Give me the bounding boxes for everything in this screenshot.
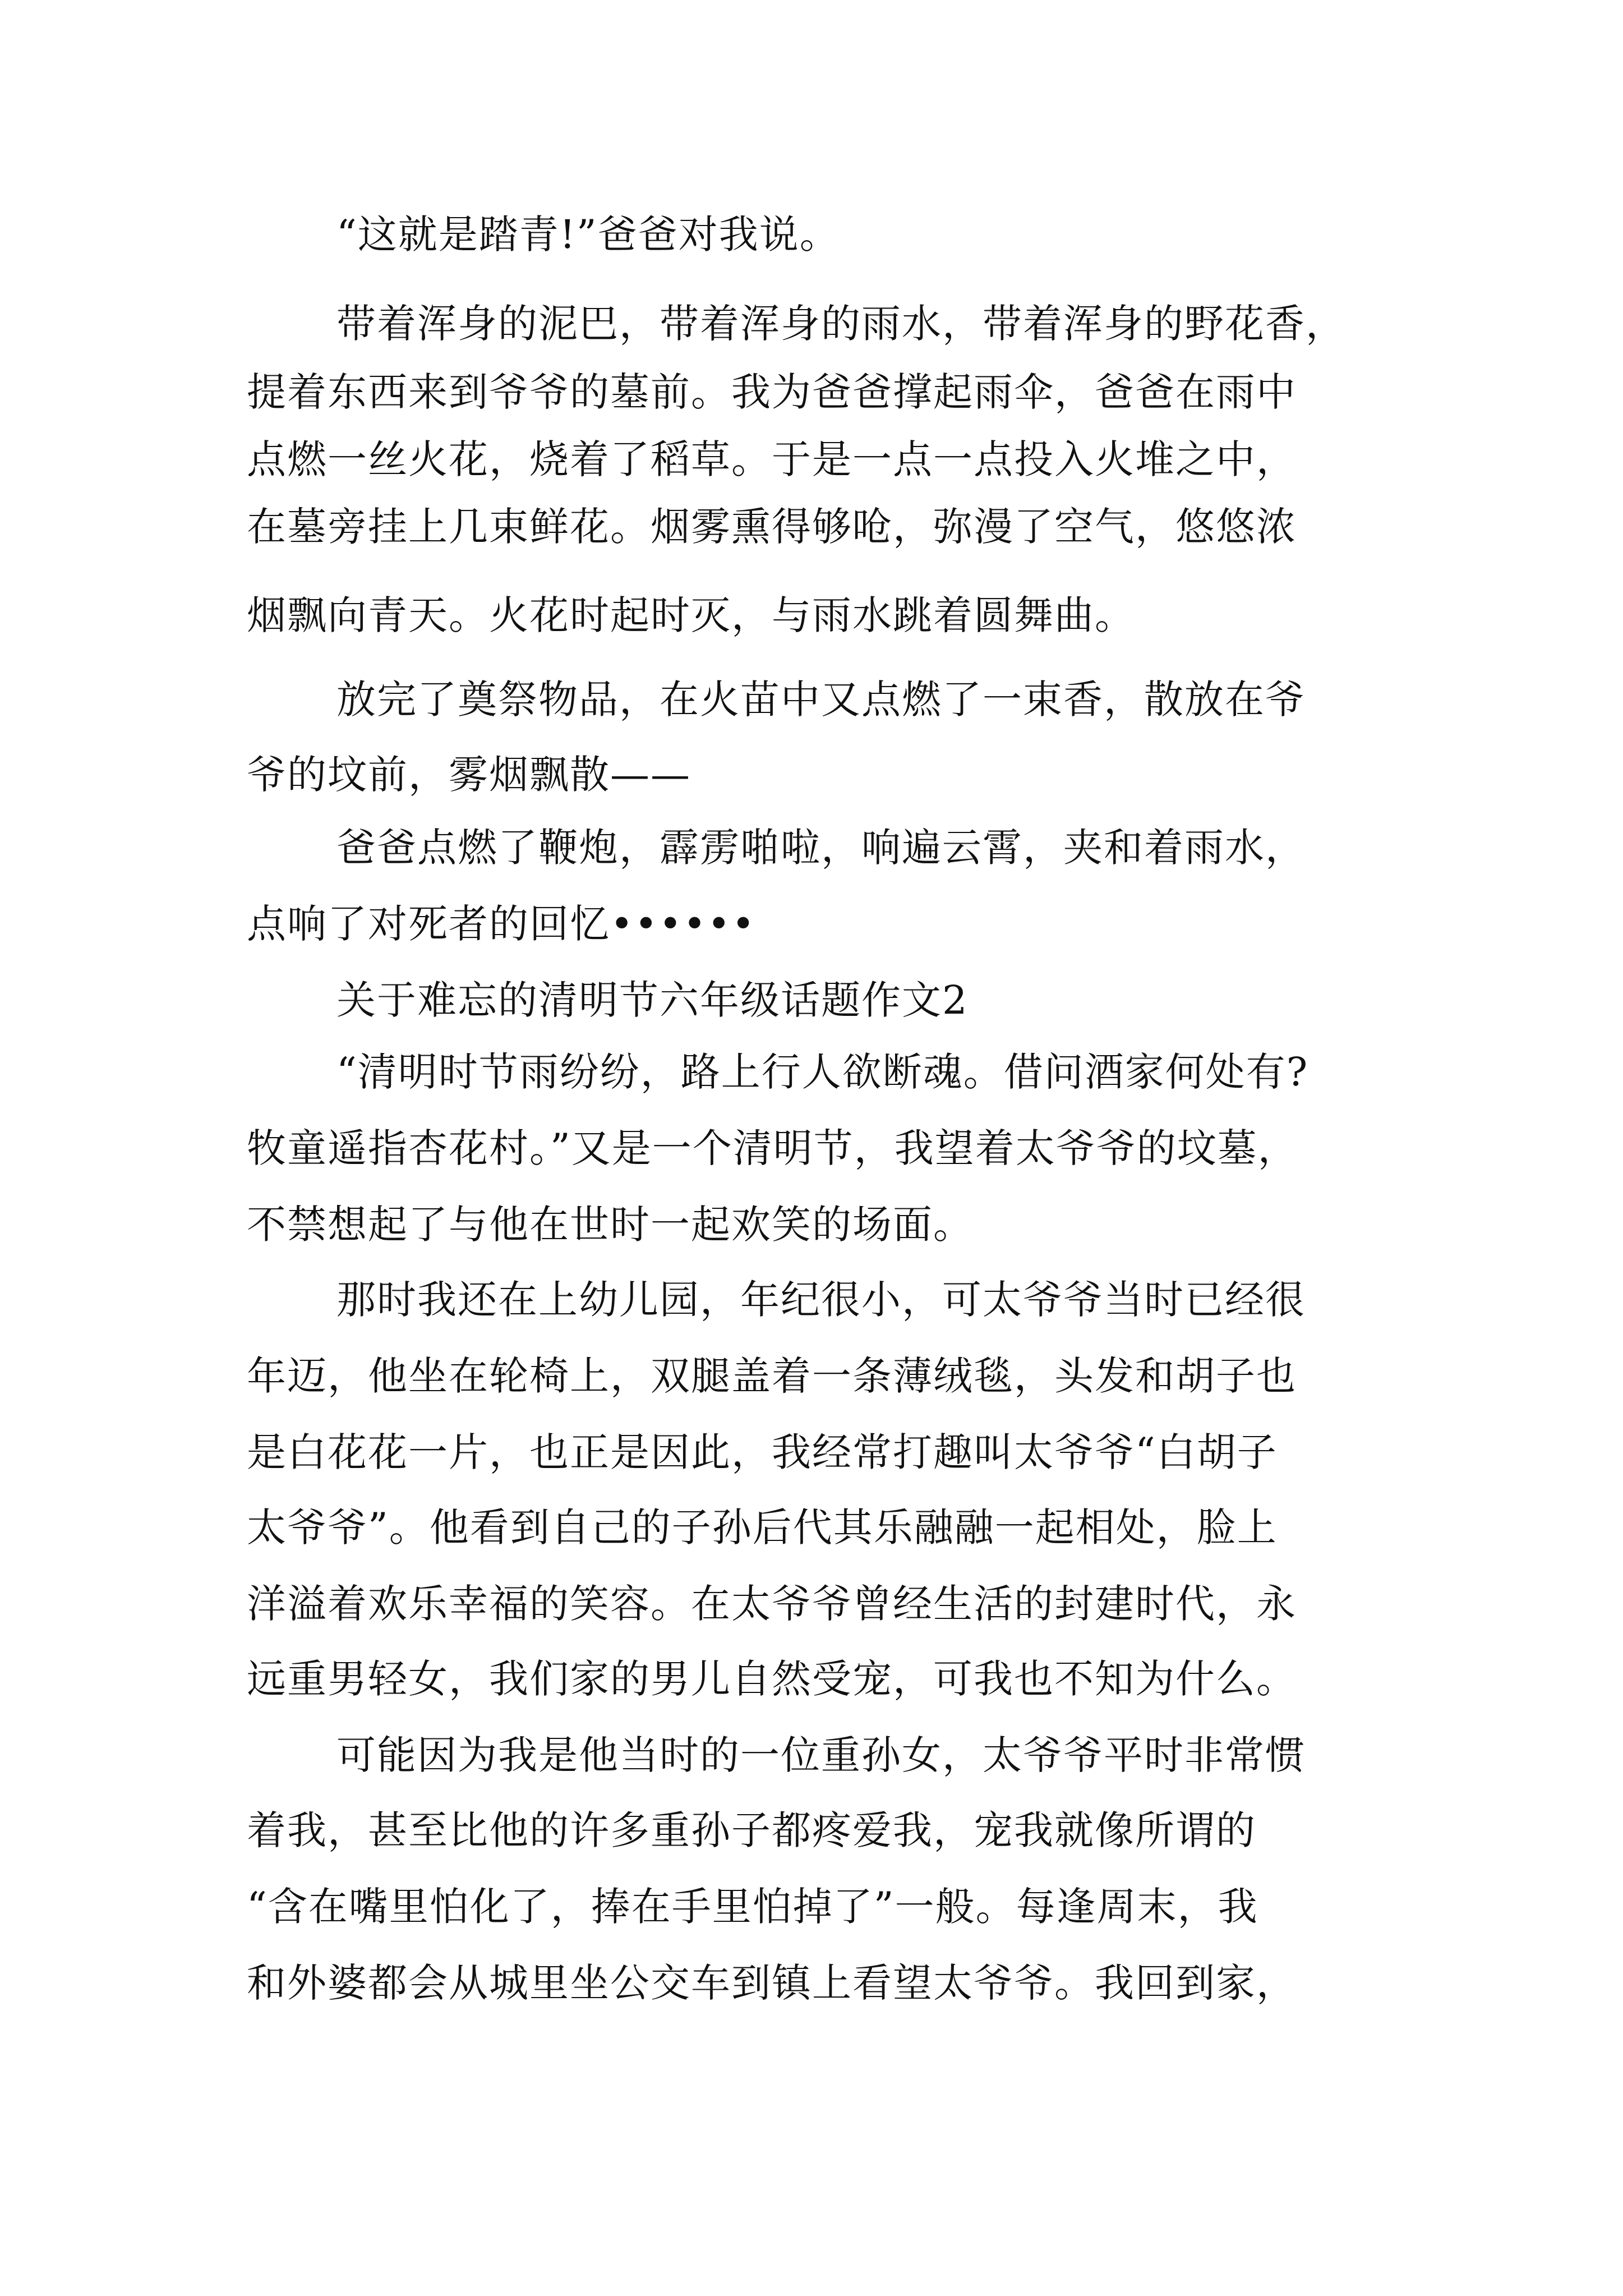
text-line: 和外婆都会从城里坐公交车到镇上看望太爷爷。我回到家， (247, 1960, 1297, 2006)
text-line: 太爷爷”。他看到自己的子孙后代其乐融融一起相处，脸上 (247, 1504, 1278, 1550)
paragraph-start-line: 可能因为我是他当时的一位重孙女，太爷爷平时非常惯 (336, 1732, 1306, 1778)
text-line: 不禁想起了与他在世时一起欢笑的场面。 (247, 1202, 974, 1248)
text-line: 点燃一丝火花，烧着了稻草。于是一点一点投入火堆之中， (247, 436, 1297, 482)
text-line: 是白花花一片，也正是因此，我经常打趣叫太爷爷“白胡子 (247, 1429, 1278, 1475)
text-line: 爷的坟前，雾烟飘散—— (247, 752, 691, 798)
paragraph-start-line: 那时我还在上幼儿园，年纪很小，可太爷爷当时已经很 (336, 1277, 1306, 1323)
paragraph-start-line: 带着浑身的泥巴，带着浑身的雨水，带着浑身的野花香， (336, 301, 1346, 347)
text-line: 着我，甚至比他的许多重孙子都疼爱我，宠我就像所谓的 (247, 1807, 1256, 1853)
paragraph-start-line: 放完了奠祭物品，在火苗中又点燃了一束香，散放在爷 (336, 677, 1306, 723)
text-line: 提着东西来到爷爷的墓前。我为爸爸撑起雨伞，爸爸在雨中 (247, 369, 1297, 415)
text-line: 烟飘向青天。火花时起时灭，与雨水跳着圆舞曲。 (247, 592, 1135, 638)
paragraph-start-line: “清明时节雨纷纷，路上行人欲断魂。借问酒家何处有? (336, 1049, 1309, 1095)
text-line: 洋溢着欢乐幸福的笑容。在太爷爷曾经生活的封建时代，永 (247, 1581, 1297, 1627)
text-line: 在墓旁挂上几束鲜花。烟雾熏得够呛，弥漫了空气，悠悠浓 (247, 504, 1297, 550)
text-line: 点响了对死者的回忆•••••• (247, 901, 756, 947)
text-line: “这就是踏青!”爸爸对我说。 (336, 211, 840, 257)
text-line: 年迈，他坐在轮椅上，双腿盖着一条薄绒毯，头发和胡子也 (247, 1353, 1297, 1399)
text-line: 远重男轻女，我们家的男儿自然受宠，可我也不知为什么。 (247, 1656, 1297, 1702)
text-line: 牧童遥指杏花村。”又是一个清明节，我望着太爷爷的坟墓， (247, 1125, 1298, 1171)
paragraph-start-line: 爸爸点燃了鞭炮，霹雳啪啦，响遍云霄，夹和着雨水， (336, 825, 1306, 871)
text-line: “含在嘴里怕化了，捧在手里怕掉了”一般。每逢周末，我 (247, 1884, 1258, 1930)
essay-title: 关于难忘的清明节六年级话题作文2 (336, 977, 969, 1023)
